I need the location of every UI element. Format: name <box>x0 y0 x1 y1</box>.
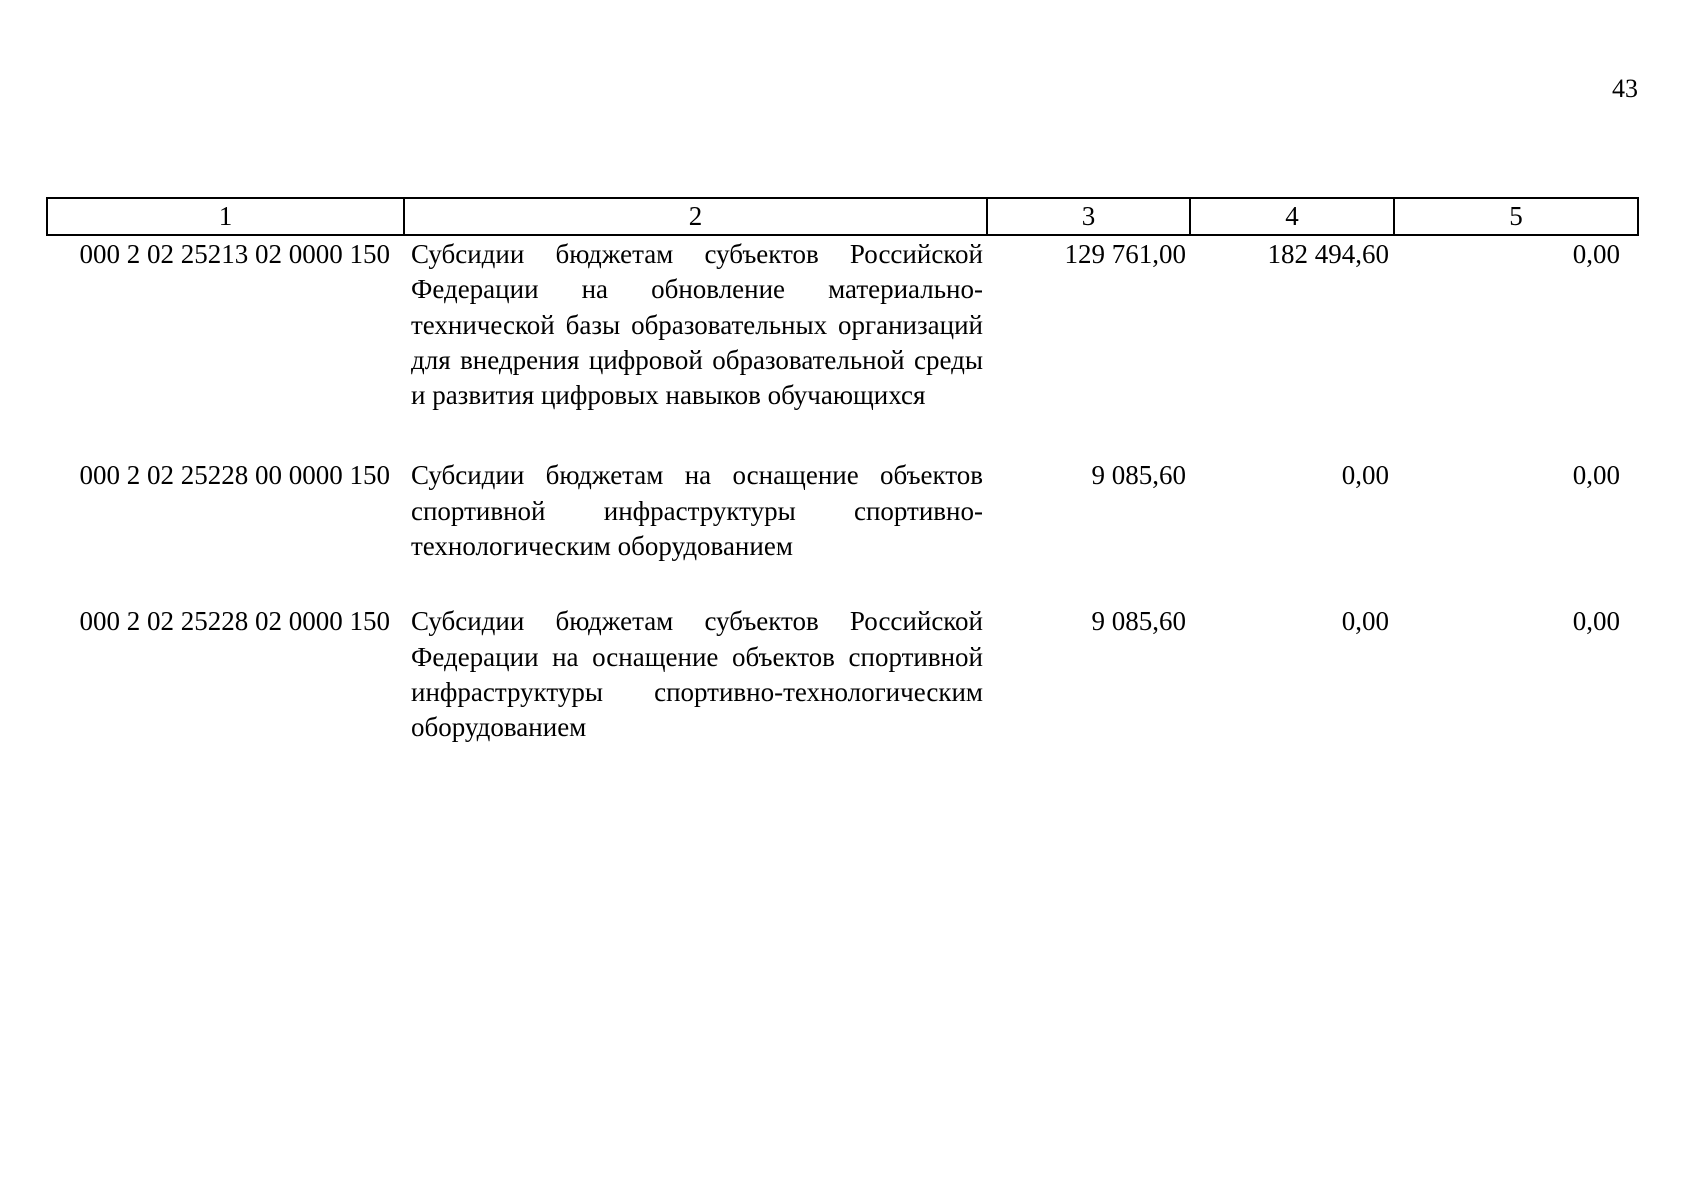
amount-col4: 0,00 <box>1341 460 1389 491</box>
header-cell-2: 2 <box>404 198 987 235</box>
amount-col3: 9 085,60 <box>1091 606 1186 637</box>
amount-col3: 129 761,00 <box>1064 239 1186 269</box>
amount-col3: 9 085,60 <box>1091 460 1186 491</box>
amount-col5: 0,00 <box>1572 239 1620 269</box>
revenue-name: Субсидии бюджетам на оснащение объектов спортивной инфраструктуры спортивно-технологическим оборудованием <box>411 460 983 562</box>
budget-code: 000 2 02 25228 00 0000 150 <box>79 460 390 491</box>
header-cell-1: 1 <box>47 198 404 235</box>
table-body <box>47 235 1638 746</box>
page-number: 43 <box>1612 74 1638 103</box>
header-row <box>47 198 1638 235</box>
budget-code: 000 2 02 25228 02 0000 150 <box>79 606 390 637</box>
amount-col4: 0,00 <box>1341 606 1389 637</box>
amount-col5: 0,00 <box>1572 460 1620 491</box>
header-cell-5: 5 <box>1394 198 1638 235</box>
amount-col4: 182 494,60 <box>1267 239 1389 269</box>
revenue-name: Субсидии бюджетам субъектов Российской Федерации на оснащение объектов спортивной инфраструктуры спортивно-технологическим оборудованием <box>411 606 983 743</box>
header-cell-3: 3 <box>987 198 1190 235</box>
budget-revenue-table <box>46 197 1639 746</box>
table-row <box>47 604 1638 745</box>
amount-col5: 0,00 <box>1572 606 1620 637</box>
revenue-name: Субсидии бюджетам субъектов Российской Федерации на обновление материально-технической базы образовательных организаций для внедрения цифровой образовательной среды и развития цифровых навыков обучающихся <box>411 239 983 411</box>
table-header <box>47 198 1638 235</box>
budget-code: 000 2 02 25213 02 0000 150 <box>79 239 390 269</box>
header-cell-4: 4 <box>1190 198 1394 235</box>
table-row <box>47 458 1638 604</box>
table-row <box>47 235 1638 458</box>
